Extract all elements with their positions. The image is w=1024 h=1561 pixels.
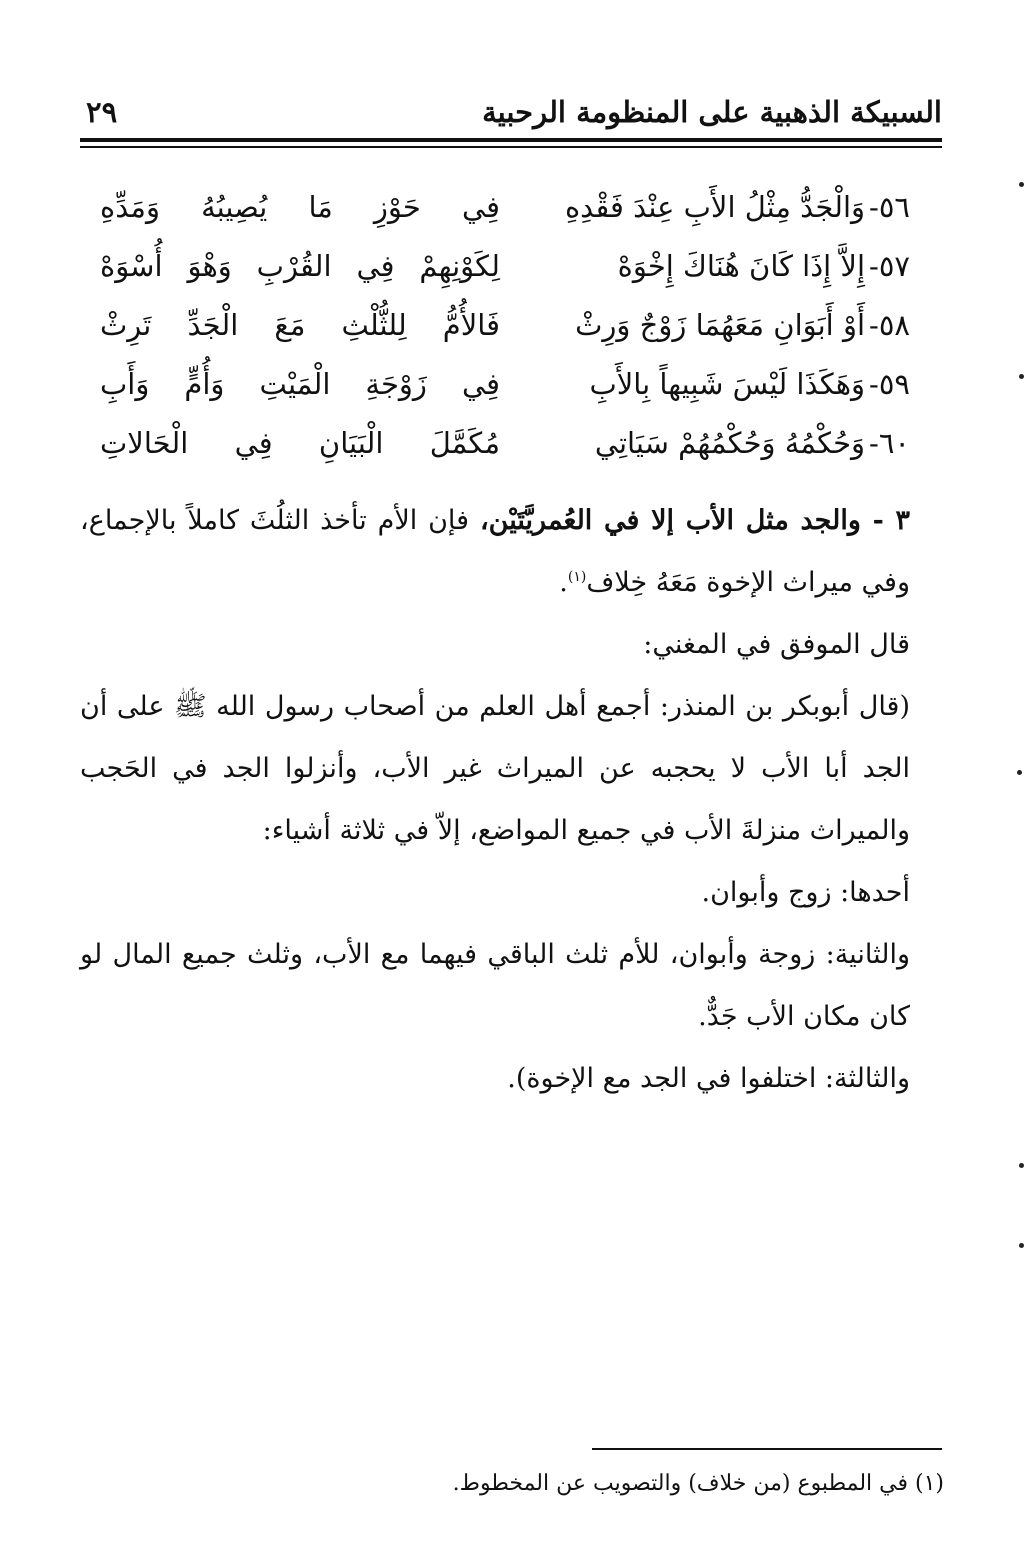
header-rule-thick [80, 138, 942, 142]
verse-57 [100, 237, 910, 296]
verse-number: ٥٧- [869, 249, 910, 283]
verse-number: ٥٩- [869, 367, 910, 401]
footnote-ref[interactable]: (١) [567, 569, 587, 585]
verse-second-hemistich: لِكَوْنِهِمْ فِي القُرْبِ وَهْوَ أُسْوَهْ [100, 249, 500, 283]
footnote-rule [592, 1448, 942, 1450]
commentary-body [80, 490, 910, 1110]
paragraph-lead: ٣ - والجد مثل الأب إلا في العُمريَّتَيْن، [479, 505, 910, 536]
margin-mark [1019, 182, 1024, 187]
verse-59 [100, 355, 910, 414]
verse-number: ٥٨- [869, 308, 910, 342]
margin-mark [1019, 1163, 1024, 1168]
paragraph-3: ٣ - والجد مثل الأب إلا في العُمريَّتَيْن، فإن الأم تأخذ الثلُثَ كاملاً بالإجماع، وفي ميراث الإخوة مَعَهُ خِلاف$^{(١)}$. [80, 505, 910, 598]
verse-first-hemistich: وَهَكَذَا لَيْسَ شَبِيهاً بِالأَبِ [589, 367, 866, 401]
footnote-1: (١) في المطبوع (من خلاف) والتصويب عن المخطوط. [452, 1471, 944, 1496]
verse-second-hemistich: فِي حَوْزِ مَا يُصِيبُهُ وَمَدِّهِ [100, 190, 500, 224]
verse-second-hemistich: فِي زَوْجَةِ الْمَيْتِ وَأُمٍّ وَأَبِ [100, 367, 500, 401]
margin-mark [1019, 1243, 1024, 1248]
paragraph-text: فإن الأم تأخذ الثلُثَ كاملاً بالإجماع، وفي ميراث الإخوة مَعَهُ خِلاف [80, 505, 910, 598]
verse-first-hemistich: إِلاَّ إِذَا كَانَ هُنَاكَ إِخْوَهْ [617, 249, 866, 283]
poem-block [100, 178, 910, 473]
verse-first-hemistich: وَحُكْمُهُ وَحُكْمُهُمْ سَيَاتِي [594, 426, 866, 460]
paragraph-ibn-almundhir: (قال أبوبكر بن المنذر: أجمع أهل العلم من أصحاب رسول الله ﷺ على أن الجد أبا الأب لا يحجبه عن الميراث غير الأب، وأنزلوا الجد في الحَجب والميراث منزلةَ الأب في جميع المواضع، إلاّ في ثلاثة أشياء: [80, 691, 910, 846]
header-rule-thin [80, 146, 942, 148]
verse-first-hemistich: وَالْجَدُّ مِثْلُ الأَبِ عِنْدَ فَقْدِهِ [564, 190, 866, 224]
margin-mark [1017, 770, 1022, 775]
verse-56 [100, 178, 910, 237]
running-title: السبيكة الذهبية على المنظومة الرحبية [482, 95, 942, 129]
paragraph-second-case: والثانية: زوجة وأبوان، للأم ثلث الباقي فيهما مع الأب، وثلث جميع المال لو كان مكان الأب جَدٌّ. [80, 939, 910, 1032]
verse-number: ٦٠- [869, 426, 910, 460]
paragraph-third-case: والثالثة: اختلفوا في الجد مع الإخوة). [507, 1063, 910, 1094]
verse-second-hemistich: مُكَمَّلَ الْبَيَانِ فِي الْحَالاتِ [100, 426, 500, 460]
paragraph-first-case: أحدها: زوج وأبوان. [701, 877, 910, 908]
page-header [80, 92, 942, 132]
page-number: ٢٩ [86, 95, 118, 129]
margin-mark [1019, 374, 1024, 379]
verse-second-hemistich: فَالأُمُّ لِلثُّلْثِ مَعَ الْجَدِّ تَرِثْ [100, 308, 500, 342]
verse-first-hemistich: أَوْ أَبَوَانِ مَعَهُمَا زَوْجٌ وَرِثْ [575, 308, 866, 342]
verse-58 [100, 296, 910, 355]
paragraph-quote-intro: قال الموفق في المغني: [643, 629, 910, 660]
verse-number: ٥٦- [869, 190, 910, 224]
verse-60 [100, 414, 910, 473]
